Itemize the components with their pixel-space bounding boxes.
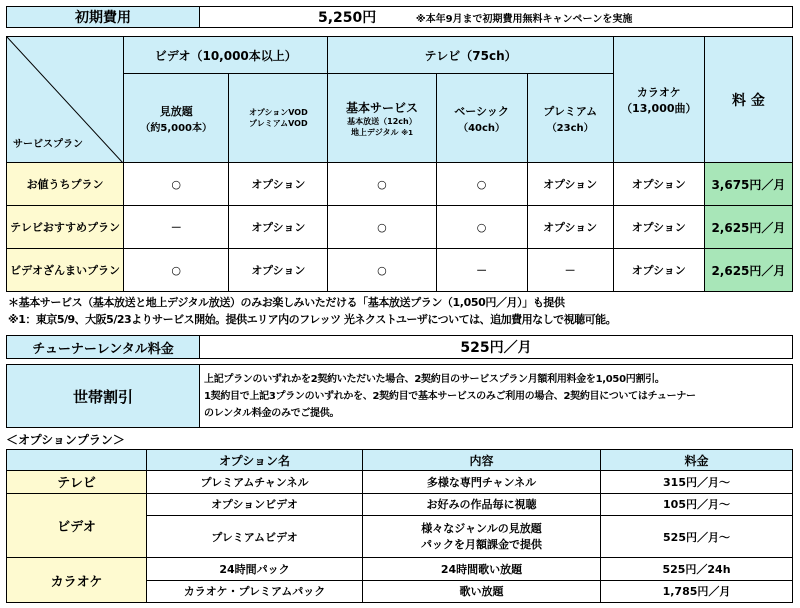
option-content-line1: 様々なジャンルの見放題 — [421, 521, 542, 535]
option-name: カラオケ・プレミアムパック — [147, 580, 363, 602]
plan-cell: ○ — [124, 163, 229, 206]
initial-cost-table — [6, 6, 793, 28]
option-col-name: オプション名 — [147, 450, 363, 471]
plan-table — [6, 36, 793, 292]
basic-service-header — [328, 74, 436, 163]
mihodai-title: 見放題 — [159, 104, 193, 118]
option-content: お好みの作品毎に視聴 — [363, 493, 601, 515]
basic-service-mark: ※1 — [401, 128, 413, 137]
plan-cell: オプション — [229, 163, 328, 206]
option-name: プレミアムビデオ — [147, 515, 363, 558]
table-row — [7, 493, 793, 515]
basic-service-sub2-text: 地上デジタル — [350, 127, 399, 137]
plan-fee: 3,675円／月 — [704, 163, 792, 206]
plan-cell: オプション — [527, 206, 613, 249]
corner-label: サービスプラン — [13, 139, 83, 150]
video-group-header: ビデオ（10,000本以上） — [124, 37, 328, 74]
mihodai-header — [124, 74, 229, 163]
premium-header — [527, 74, 613, 163]
option-content: 多様な専門チャンネル — [363, 471, 601, 493]
household-label: 世帯割引 — [7, 365, 200, 428]
option-vod-line1: オプションVOD — [248, 108, 308, 117]
plan-cell: － — [124, 206, 229, 249]
option-fee: 525円／月～ — [601, 515, 793, 558]
option-fee: 1,785円／月 — [601, 580, 793, 602]
tuner-label: チューナーレンタル料金 — [7, 336, 200, 359]
plan-name: ビデオざんまいプラン — [7, 249, 124, 292]
table-row — [7, 206, 793, 249]
initial-cost-value: 5,250円 — [318, 10, 377, 26]
initial-cost-label: 初期費用 — [7, 7, 200, 28]
initial-cost-cell — [200, 7, 793, 28]
household-line2: 1契約目で上記3プランのいずれかを、2契約目で基本サービスのみご利用の場合、2契約目についてはチューナー — [204, 390, 696, 402]
table-row — [7, 471, 793, 493]
tuner-value: 525円／月 — [200, 336, 793, 359]
option-content: 歌い放題 — [363, 580, 601, 602]
fee-header: 料 金 — [704, 37, 792, 163]
household-line3: のレンタル料金のみでご提供。 — [204, 407, 340, 419]
option-vod-line2: プレミアムVOD — [249, 119, 308, 128]
plan-cell: ○ — [328, 206, 436, 249]
plan-cell: オプション — [613, 163, 704, 206]
option-content-line2: パックを月額課金で提供 — [421, 537, 542, 551]
initial-cost-note: ※本年9月まで初期費用無料キャンペーンを実施 — [415, 14, 633, 25]
table-row — [7, 163, 793, 206]
plan-fee: 2,625円／月 — [704, 249, 792, 292]
plan-cell: ○ — [124, 249, 229, 292]
plan-cell: ○ — [328, 163, 436, 206]
note-service-start: ※1：東京5/9、大阪5/23よりサービス開始。提供エリア内のフレッツ 光ネクストユーザについては、追加費用なしで視聴可能。 — [8, 313, 617, 326]
karaoke-sub: （13,000曲） — [621, 101, 697, 115]
plan-cell: ○ — [328, 249, 436, 292]
option-content: 24時間歌い放題 — [363, 558, 601, 580]
premium-title: プレミアム — [543, 104, 598, 118]
tv-group-header: テレビ（75ch） — [328, 37, 613, 74]
option-col-fee: 料金 — [601, 450, 793, 471]
plan-cell: ○ — [436, 206, 527, 249]
plan-name: お値うちプラン — [7, 163, 124, 206]
plan-cell: オプション — [229, 249, 328, 292]
option-fee: 315円／月～ — [601, 471, 793, 493]
plan-cell: オプション — [613, 249, 704, 292]
option-name: プレミアムチャンネル — [147, 471, 363, 493]
option-fee: 105円／月～ — [601, 493, 793, 515]
option-category-tv: テレビ — [7, 471, 147, 493]
tuner-table — [6, 335, 793, 359]
basic-channel-header — [436, 74, 527, 163]
premium-sub: （23ch） — [546, 122, 594, 134]
plan-cell: オプション — [229, 206, 328, 249]
plan-fee: 2,625円／月 — [704, 206, 792, 249]
option-content — [363, 515, 601, 558]
household-discount-table — [6, 364, 793, 428]
household-text — [200, 365, 793, 428]
basic-channel-sub: （40ch） — [458, 122, 506, 134]
basic-service-sub1: 基本放送（12ch） — [347, 116, 417, 126]
option-corner — [7, 450, 147, 471]
option-fee: 525円／24h — [601, 558, 793, 580]
option-name: オプションビデオ — [147, 493, 363, 515]
plan-cell: ○ — [436, 163, 527, 206]
plan-cell: オプション — [613, 206, 704, 249]
plan-cell: － — [527, 249, 613, 292]
plan-cell: オプション — [527, 163, 613, 206]
option-category-video: ビデオ — [7, 493, 147, 558]
karaoke-header — [613, 37, 704, 163]
plan-name: テレビおすすめプラン — [7, 206, 124, 249]
karaoke-title: カラオケ — [636, 85, 681, 99]
basic-channel-title: ベーシック — [454, 104, 509, 118]
basic-service-title: 基本サービス — [345, 100, 418, 115]
option-category-karaoke: カラオケ — [7, 558, 147, 603]
option-name: 24時間パック — [147, 558, 363, 580]
note-basic-plan: ＊基本サービス（基本放送と地上デジタル放送）のみお楽しみいただける「基本放送プラン（1,050円／月）」も提供 — [8, 296, 565, 309]
plan-cell: － — [436, 249, 527, 292]
option-vod-header — [229, 74, 328, 163]
basic-service-sub2 — [328, 127, 435, 138]
mihodai-sub: （約5,000本） — [140, 122, 213, 134]
table-row — [7, 558, 793, 580]
corner-header — [7, 37, 124, 163]
option-heading: ＜オプションプラン＞ — [6, 433, 125, 447]
household-line1: 上記プランのいずれかを2契約いただいた場合、2契約目のサービスプラン月額利用料金を1,050円割引。 — [204, 373, 665, 385]
option-table — [6, 449, 793, 603]
table-row — [7, 249, 793, 292]
option-col-content: 内容 — [363, 450, 601, 471]
